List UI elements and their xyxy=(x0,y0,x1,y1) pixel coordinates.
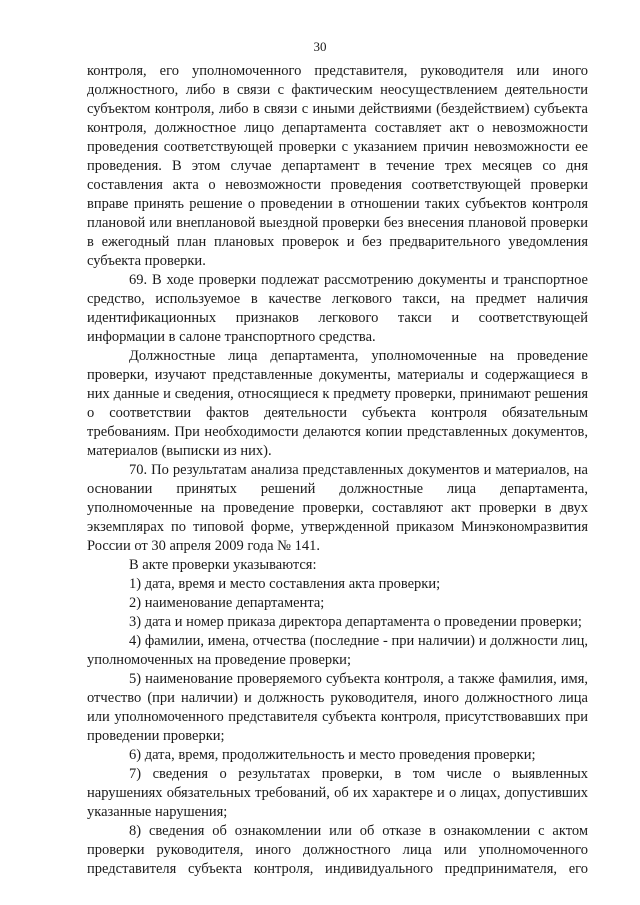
list-item-7: 7) сведения о результатах проверки, в том числе о выявленных нарушениях обязательных требований, об их характере и о лицах, допустивших указанные нарушения; xyxy=(87,766,588,820)
list-item-5: 5) наименование проверяемого субъекта контроля, а также фамилия, имя, отчество (при наличии) и должность руководителя, иного должностного лица или уполномоченного представителя субъекта контроля, присутствовавших при проведении проверки; xyxy=(87,671,588,744)
paragraph-continuation: контроля, его уполномоченного представителя, руководителя или иного должностного, либо в связи с фактическим неосуществлением деятельности субъектом контроля, либо в связи с иными действиями (бездействием) субъекта контроля, должностное лицо департамента составляет акт о невозможности проведения соответствующей проверки с указанием причин невозможности ее проведения. В этом случае департамент в течение трех месяцев со дня составления акта о невозможности проведения соответствующей проверки вправе принять решение о проведении в отношении таких субъектов контроля плановой или внеплановой выездной проверки без внесения плановой проверки в ежегодный план плановых проверок и без предварительного уведомления субъекта проверки. xyxy=(87,63,588,269)
page-number: 30 xyxy=(313,39,327,54)
paragraph-70: 70. По результатам анализа представленных документов и материалов, на основании принятых решений должностные лица департамента, уполномоченные на проведение проверки, составляют акт проверки в двух экземплярах по типовой форме, утвержденной приказом Минэкономразвития России от 30 апреля 2009 года № 141. xyxy=(87,462,588,554)
paragraph-69: 69. В ходе проверки подлежат рассмотрению документы и транспортное средство, используемое в качестве легкового такси, на предмет наличия идентификационных признаков легкового такси и соответствующей информации в салоне транспортного средства. xyxy=(87,272,588,345)
document-body xyxy=(87,62,588,879)
list-item-8: 8) сведения об ознакомлении или об отказе в ознакомлении с актом проверки руководителя, иного должностного лица или уполномоченного представителя субъекта контроля, индивидуального предпринимателя, его xyxy=(87,823,588,877)
list-item-3: 3) дата и номер приказа директора департамента о проведении проверки; xyxy=(129,614,582,630)
list-item-4: 4) фамилии, имена, отчества (последние - при наличии) и должности лиц, уполномоченных на проведение проверки; xyxy=(87,633,588,668)
paragraph-act-contents-intro: В акте проверки указываются: xyxy=(129,557,317,573)
list-item-2: 2) наименование департамента; xyxy=(129,595,325,611)
list-item-1: 1) дата, время и место составления акта проверки; xyxy=(129,576,441,592)
paragraph-officials: Должностные лица департамента, уполномоченные на проведение проверки, изучают представленные документы, материалы и содержащиеся в них данные и сведения, относящиеся к предмету проверки, принимают решения о соответствии фактов деятельности субъекта контроля обязательным требованиям. При необходимости делаются копии представленных документов, материалов (выписки из них). xyxy=(87,348,588,459)
list-item-6: 6) дата, время, продолжительность и место проведения проверки; xyxy=(129,747,536,763)
